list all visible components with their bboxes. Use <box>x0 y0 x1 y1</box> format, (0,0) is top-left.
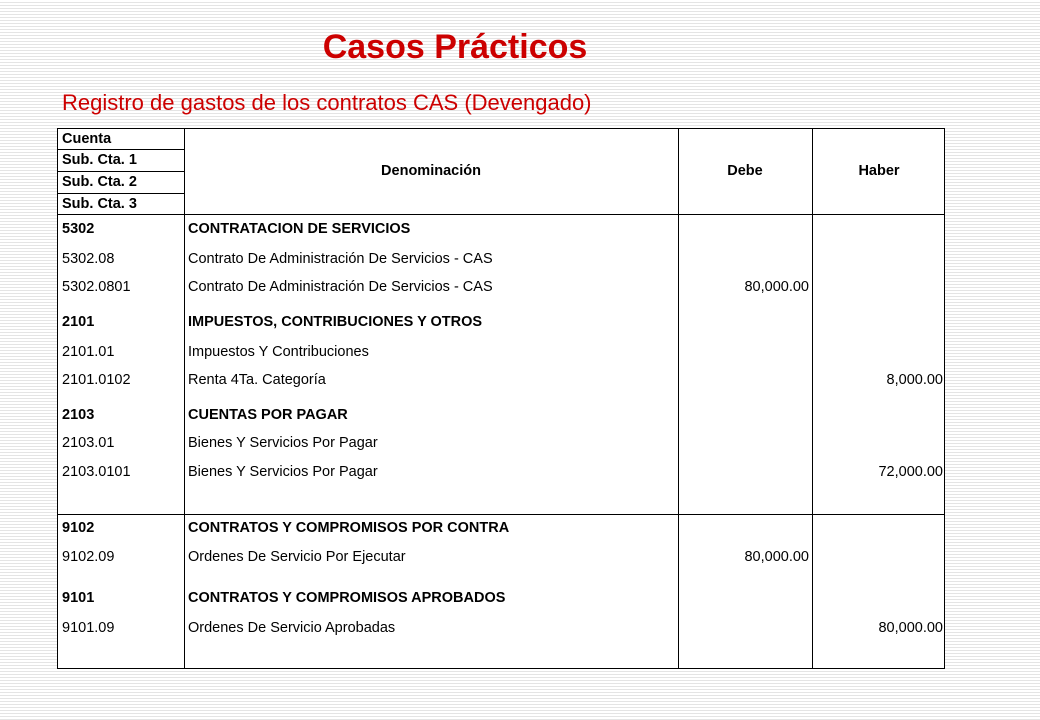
account-code: 9102.09 <box>62 549 115 565</box>
header-haber: Haber <box>858 163 900 179</box>
column-divider <box>184 129 185 668</box>
account-name: Renta 4Ta. Categoría <box>188 372 326 388</box>
account-name: Impuestos Y Contribuciones <box>188 344 369 360</box>
account-name: Ordenes De Servicio Por Ejecutar <box>188 549 406 565</box>
account-code: 2101.01 <box>62 344 115 360</box>
account-name: Ordenes De Servicio Aprobadas <box>188 620 396 636</box>
ledger-table <box>57 128 945 669</box>
account-name: Contrato De Administración De Servicios - CAS <box>188 279 493 295</box>
haber-amount: 72,000.00 <box>878 464 943 480</box>
page-title: Casos Prácticos <box>322 28 588 66</box>
account-code: 9102 <box>62 520 95 536</box>
debe-amount: 80,000.00 <box>744 279 809 295</box>
account-code: 5302.08 <box>62 251 115 267</box>
account-name: CONTRATACION DE SERVICIOS <box>188 221 411 237</box>
account-code: 9101 <box>62 590 95 606</box>
header-divider <box>58 171 184 172</box>
haber-amount: 8,000.00 <box>886 372 943 388</box>
header-divider <box>58 149 184 150</box>
header-cuenta: Cuenta <box>62 131 112 147</box>
column-divider <box>678 129 679 668</box>
account-code: 2103.01 <box>62 435 115 451</box>
header-denominacion: Denominación <box>381 163 481 179</box>
column-divider <box>812 129 813 668</box>
account-name: Bienes Y Servicios Por Pagar <box>188 464 378 480</box>
account-code: 5302.0801 <box>62 279 131 295</box>
account-name: IMPUESTOS, CONTRIBUCIONES Y OTROS <box>188 314 483 330</box>
account-name: CUENTAS POR PAGAR <box>188 407 348 423</box>
debe-amount: 80,000.00 <box>744 549 809 565</box>
account-code: 2101.0102 <box>62 372 131 388</box>
account-code: 2101 <box>62 314 95 330</box>
account-name: Contrato De Administración De Servicios - CAS <box>188 251 493 267</box>
header-sub-cta-1: Sub. Cta. 1 <box>62 152 137 168</box>
account-code: 2103 <box>62 407 95 423</box>
group-separator <box>58 514 944 515</box>
header-sub-cta-3: Sub. Cta. 3 <box>62 196 137 212</box>
account-name: Bienes Y Servicios Por Pagar <box>188 435 378 451</box>
account-code: 5302 <box>62 221 95 237</box>
account-name: CONTRATOS Y COMPROMISOS APROBADOS <box>188 590 506 606</box>
header-bottom-line <box>58 214 944 215</box>
haber-amount: 80,000.00 <box>878 620 943 636</box>
header-debe: Debe <box>727 163 763 179</box>
account-name: CONTRATOS Y COMPROMISOS POR CONTRA <box>188 520 510 536</box>
account-code: 2103.0101 <box>62 464 131 480</box>
page-subtitle: Registro de gastos de los contratos CAS (Devengado) <box>62 90 592 115</box>
header-divider <box>58 193 184 194</box>
account-code: 9101.09 <box>62 620 115 636</box>
header-sub-cta-2: Sub. Cta. 2 <box>62 174 137 190</box>
